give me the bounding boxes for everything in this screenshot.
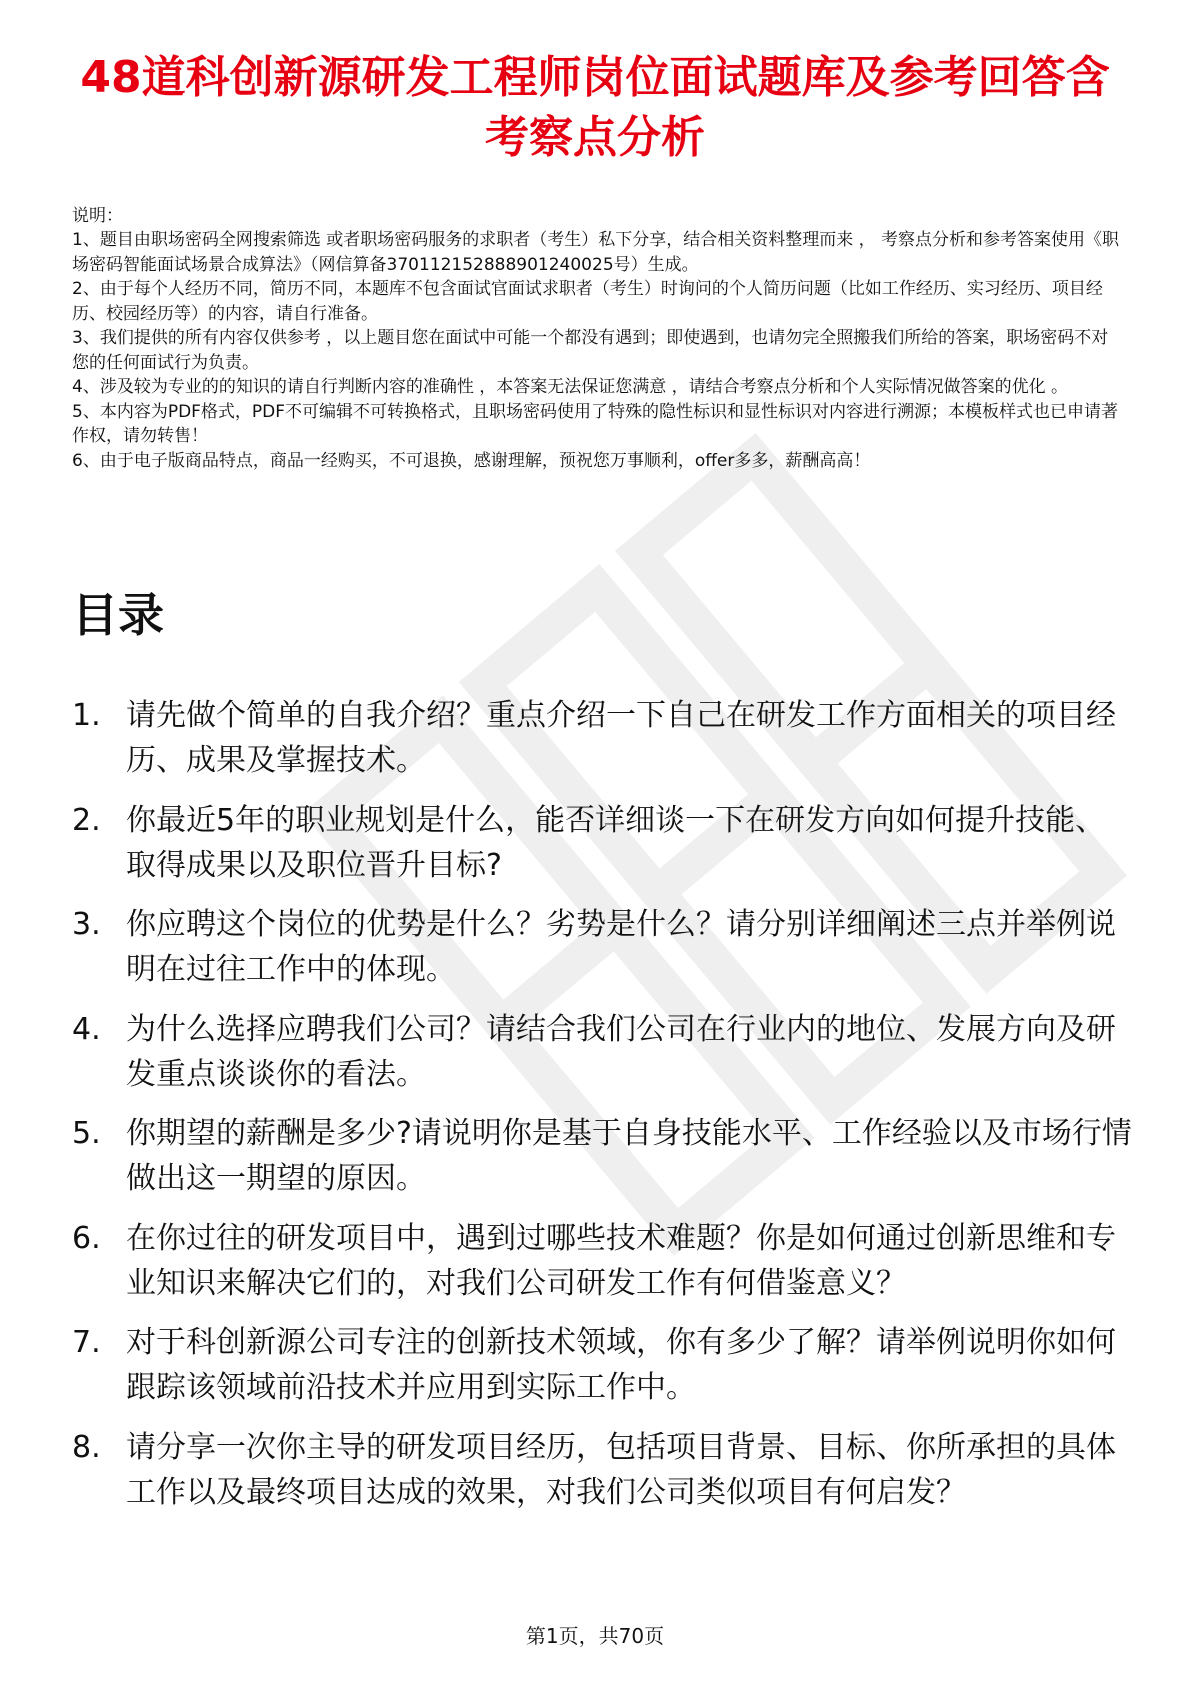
toc-item[interactable] xyxy=(72,1320,1132,1410)
note-item: 3、我们提供的所有内容仅供参考 ，以上题目您在面试中可能一个都没有遇到；即使遇到，也请勿完全照搬我们所给的答案，职场密码不对您的任何面试行为负责。 xyxy=(72,328,1109,373)
toc-item-text: 为什么选择应聘我们公司？请结合我们公司在行业内的地位、发展方向及研发重点谈谈你的看法。 xyxy=(126,1011,1116,1092)
document-title: 48道科创新源研发工程师岗位面试题库及参考回答含考察点分析 xyxy=(80,52,1110,163)
toc-item-text: 在你过往的研发项目中，遇到过哪些技术难题？你是如何通过创新思维和专业知识来解决它们的，对我们公司研发工作有何借鉴意义？ xyxy=(126,1220,1116,1301)
toc-item-text: 你期望的薪酬是多少?请说明你是基于自身技能水平、工作经验以及市场行情做出这一期望的原因。 xyxy=(126,1116,1132,1196)
toc-item[interactable] xyxy=(72,1216,1132,1306)
toc-item-number: 7. xyxy=(72,1325,101,1360)
toc-item-number: 6. xyxy=(72,1220,101,1256)
toc-item[interactable] xyxy=(72,693,1132,783)
toc-item[interactable] xyxy=(72,1007,1132,1097)
toc-item-text: 请分享一次你主导的研发项目经历，包括项目背景、目标、你所承担的具体工作以及最终项目达成的效果，对我们公司类似项目有何启发？ xyxy=(126,1429,1116,1510)
notes-label: 说明： xyxy=(72,206,123,226)
note-item: 5、本内容为PDF格式，PDF不可编辑不可转换格式，且职场密码使用了特殊的隐性标识和显性标识对内容进行溯源；本模板样式也已申请著作权，请勿转售！ xyxy=(72,401,1119,446)
toc-item[interactable] xyxy=(72,902,1132,992)
toc-item[interactable] xyxy=(72,1425,1132,1515)
toc-item-number: 5. xyxy=(72,1116,101,1151)
page-footer: 第1页，共70页 xyxy=(525,1624,665,1648)
toc-item-number: 1. xyxy=(72,698,101,733)
toc-item-text: 你最近5年的职业规划是什么，能否详细谈一下在研发方向如何提升技能、取得成果以及职位晋升目标? xyxy=(126,802,1106,883)
toc-item-text: 你应聘这个岗位的优势是什么？劣势是什么？请分别详细阐述三点并举例说明在过往工作中的体现。 xyxy=(126,907,1116,987)
toc-item-text: 请先做个简单的自我介绍？重点介绍一下自己在研发工作方面相关的项目经历、成果及掌握技术。 xyxy=(126,698,1116,778)
note-item: 4、涉及较为专业的的知识的请自行判断内容的准确性 ，本答案无法保证您满意 ，请结合考察点分析和个人实际情况做答案的优化 。 xyxy=(72,377,1069,397)
notes-section xyxy=(72,228,1122,473)
toc-heading: 目录 xyxy=(72,588,164,642)
toc-item[interactable] xyxy=(72,798,1132,888)
note-item: 2、由于每个人经历不同，简历不同，本题库不包含面试官面试求职者（考生）时询问的个人简历问题（比如工作经历、实习经历、项目经历、校园经历等）的内容，请自行准备。 xyxy=(72,279,1103,324)
toc-item-number: 4. xyxy=(72,1011,101,1047)
toc-item-number: 8. xyxy=(72,1429,101,1465)
toc-item-number: 2. xyxy=(72,802,101,838)
toc-item-text: 对于科创新源公司专注的创新技术领域，你有多少了解？请举例说明你如何跟踪该领域前沿技术并应用到实际工作中。 xyxy=(126,1325,1116,1405)
note-item: 1、题目由职场密码全网搜索筛选 或者职场密码服务的求职者（考生）私下分享，结合相关资料整理而来 ， 考察点分析和参考答案使用《职场密码智能面试场景合成算法》（网信算备370112152888901240025号）生成。 xyxy=(72,230,1120,275)
note-item: 6、由于电子版商品特点，商品一经购买，不可退换，感谢理解，预祝您万事顺利，offer多多，薪酬高高！ xyxy=(72,450,871,471)
toc-list xyxy=(72,693,1132,1529)
toc-item[interactable] xyxy=(72,1111,1132,1201)
toc-item-number: 3. xyxy=(72,907,101,942)
